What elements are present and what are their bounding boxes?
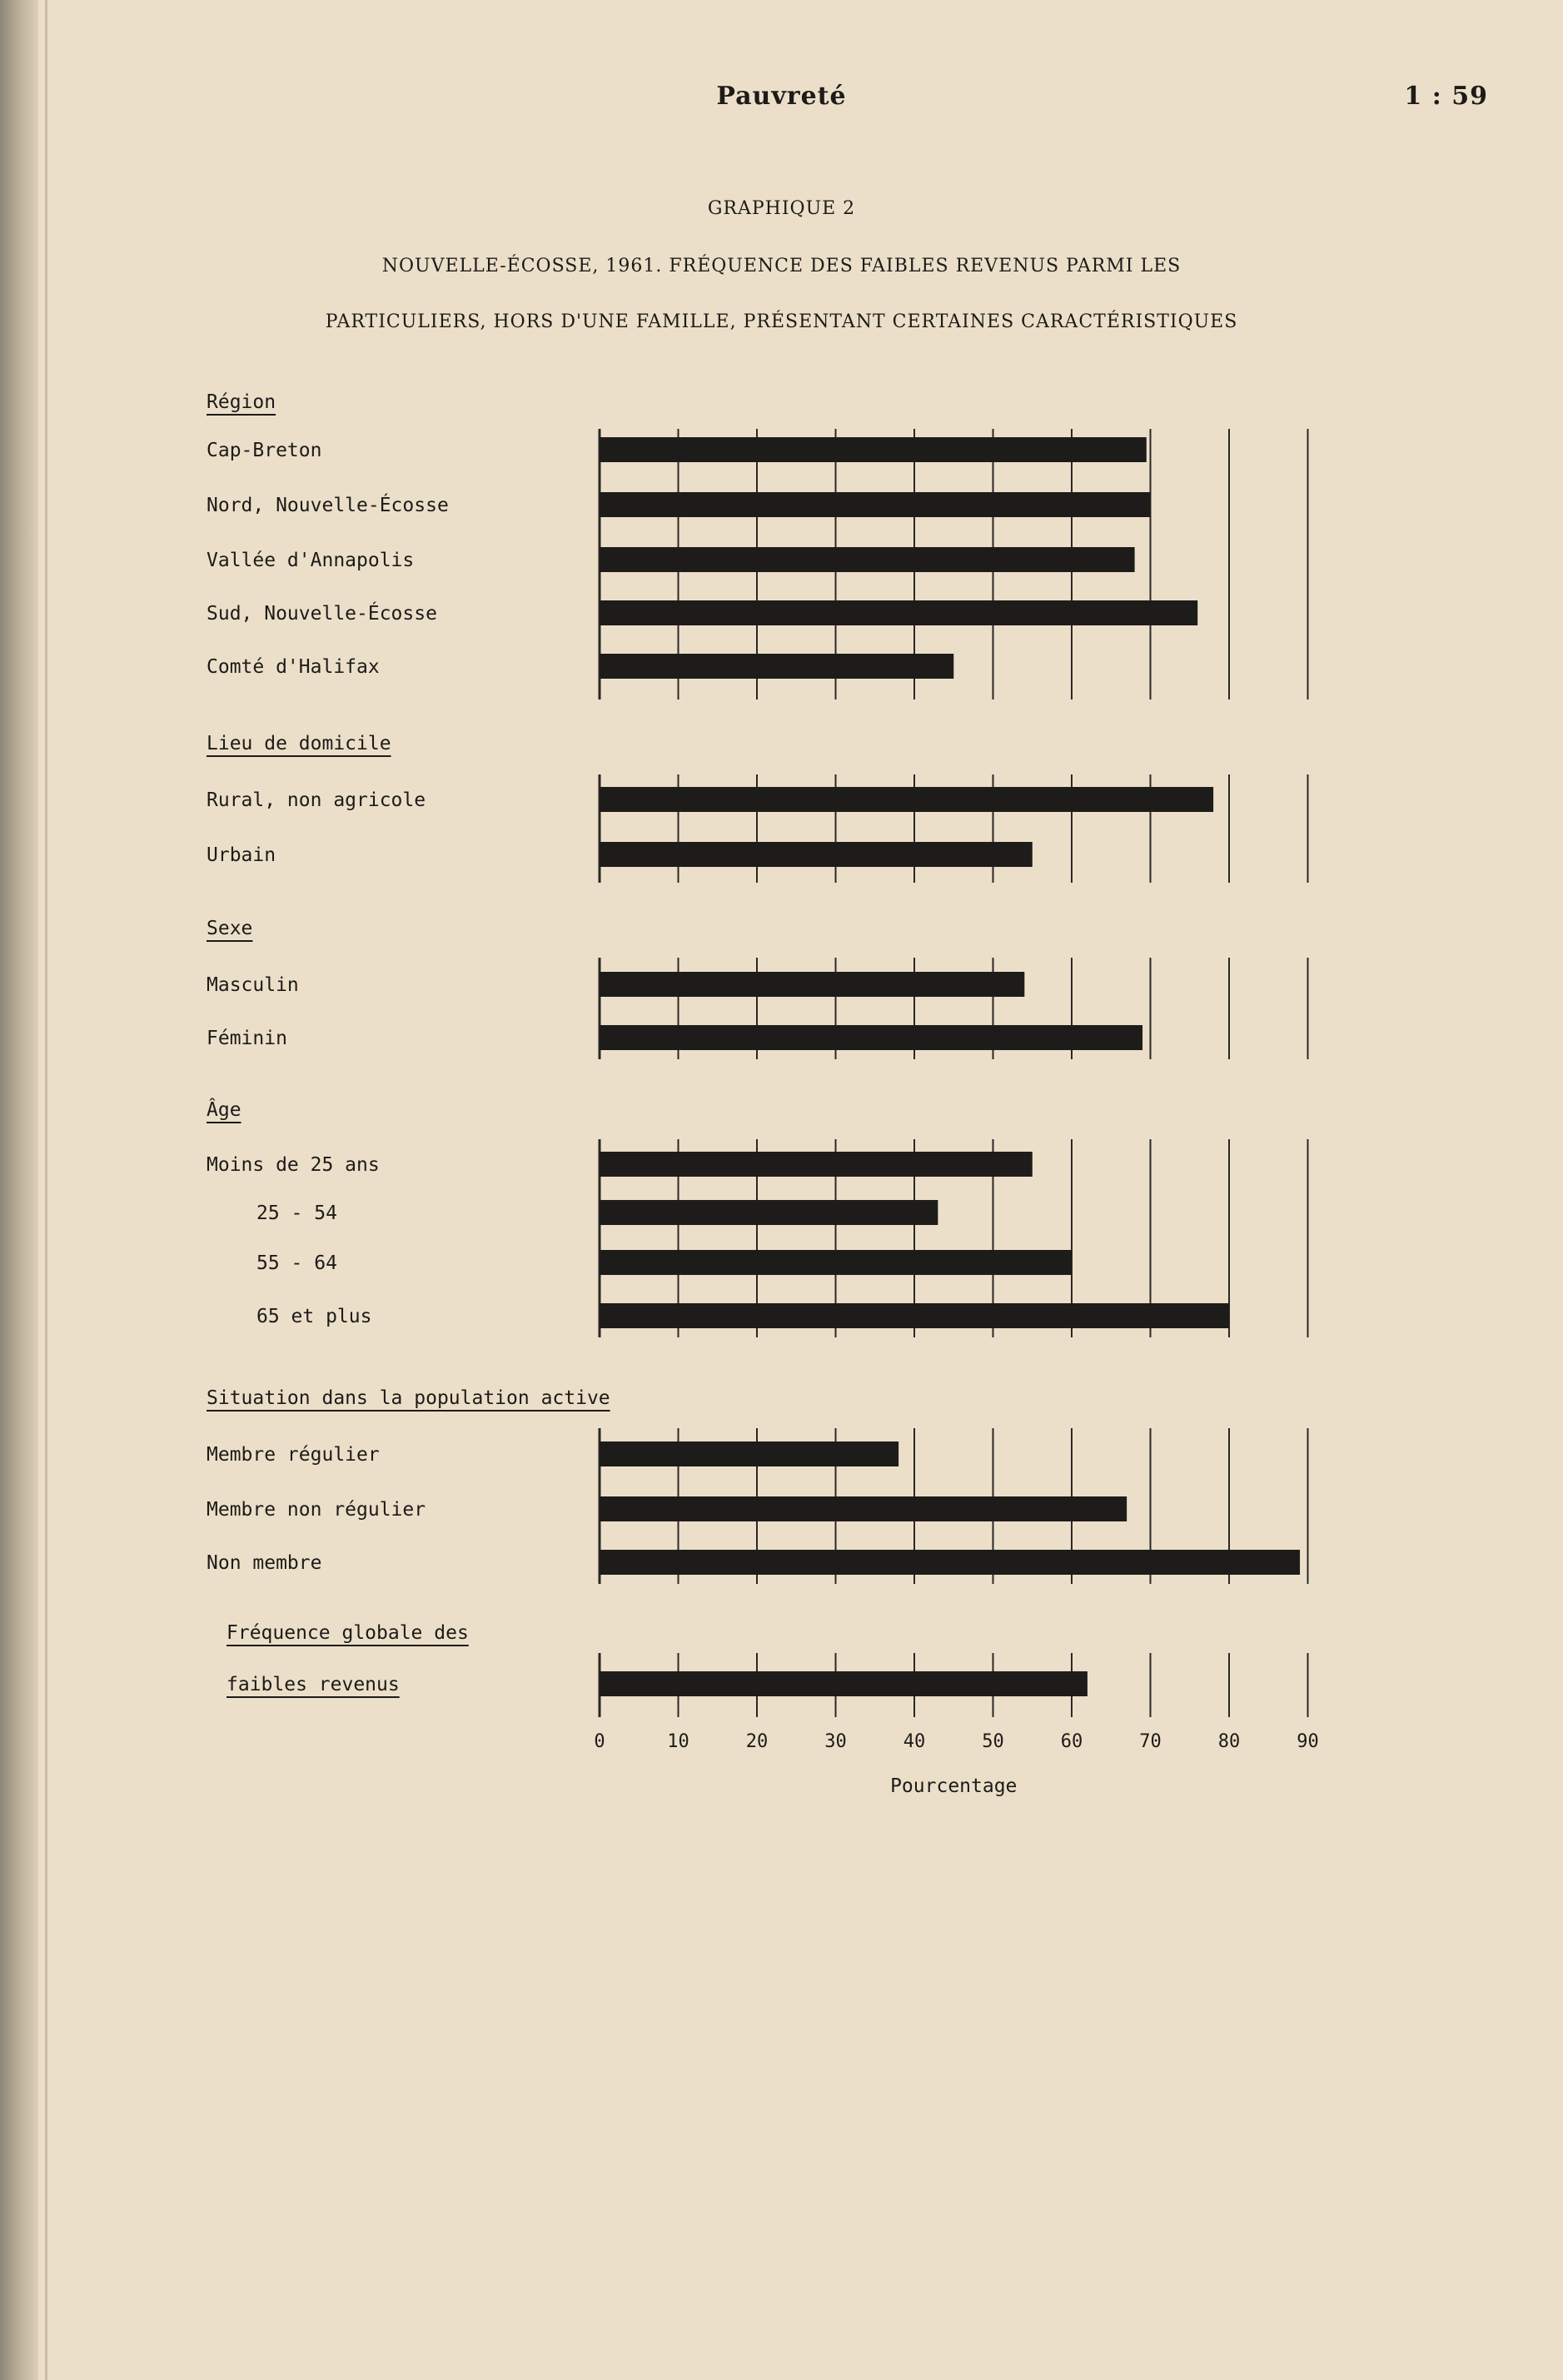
group-heading: Fréquence globale des	[226, 1622, 469, 1644]
category-label: Nord, Nouvelle-Écosse	[207, 495, 449, 516]
category-label: Urbain	[207, 844, 276, 866]
category-label: Sud, Nouvelle-Écosse	[207, 603, 437, 625]
bar	[600, 1200, 938, 1225]
group-heading: Situation dans la population active	[207, 1387, 610, 1409]
x-tick-label: 70	[1139, 1731, 1162, 1752]
category-label: Rural, non agricole	[207, 789, 426, 811]
bar	[600, 1250, 1072, 1275]
running-title: Pauvreté	[716, 82, 847, 111]
category-label: 65 et plus	[256, 1306, 372, 1327]
category-label: Vallée d'Annapolis	[207, 550, 415, 571]
category-label: Membre régulier	[207, 1444, 380, 1466]
category-label: Féminin	[207, 1028, 287, 1049]
bar	[600, 1303, 1229, 1328]
bar	[600, 492, 1151, 517]
bar	[600, 437, 1147, 462]
x-tick-label: 50	[982, 1731, 1004, 1752]
group-heading: faibles revenus	[226, 1674, 400, 1695]
category-label: 25 - 54	[256, 1202, 337, 1224]
bar	[600, 1550, 1300, 1575]
bar	[600, 972, 1024, 997]
page-number: 1 : 59	[1404, 82, 1488, 111]
x-tick-label: 80	[1217, 1731, 1241, 1752]
group-heading: Sexe	[207, 918, 253, 939]
x-tick-label: 40	[903, 1731, 926, 1752]
x-tick-label: 10	[667, 1731, 689, 1752]
category-label: Membre non régulier	[207, 1499, 426, 1521]
x-tick-label: 0	[594, 1731, 605, 1752]
chart-subtitle-line-2: PARTICULIERS, HORS D'UNE FAMILLE, PRÉSENTANT CERTAINES CARACTÉRISTIQUES	[325, 311, 1238, 332]
category-label: Moins de 25 ans	[207, 1154, 380, 1176]
group-heading: Région	[207, 391, 276, 413]
category-label: Cap-Breton	[207, 440, 322, 461]
category-label: Masculin	[207, 974, 299, 996]
category-label: Non membre	[207, 1552, 322, 1574]
bar	[600, 1025, 1142, 1050]
chart-subtitle-line-1: NOUVELLE-ÉCOSSE, 1961. FRÉQUENCE DES FAIBLES REVENUS PARMI LES	[381, 256, 1182, 276]
x-tick-label: 90	[1297, 1731, 1319, 1752]
bar	[600, 1496, 1127, 1521]
bar	[600, 1152, 1033, 1177]
bar	[600, 600, 1197, 625]
bar	[600, 1671, 1088, 1696]
category-label: 55 - 64	[256, 1252, 337, 1274]
bar	[600, 1441, 898, 1466]
x-axis-label: Pourcentage	[890, 1775, 1018, 1797]
group-heading: Lieu de domicile	[207, 733, 391, 754]
x-tick-label: 30	[824, 1731, 847, 1752]
bar	[600, 547, 1135, 572]
bar	[600, 787, 1213, 812]
chart-title: GRAPHIQUE 2	[707, 198, 856, 219]
x-tick-label: 20	[745, 1731, 769, 1752]
x-tick-label: 60	[1060, 1731, 1083, 1752]
category-label: Comté d'Halifax	[207, 656, 380, 678]
bar	[600, 842, 1033, 867]
bar	[600, 654, 953, 679]
group-heading: Âge	[207, 1099, 241, 1121]
